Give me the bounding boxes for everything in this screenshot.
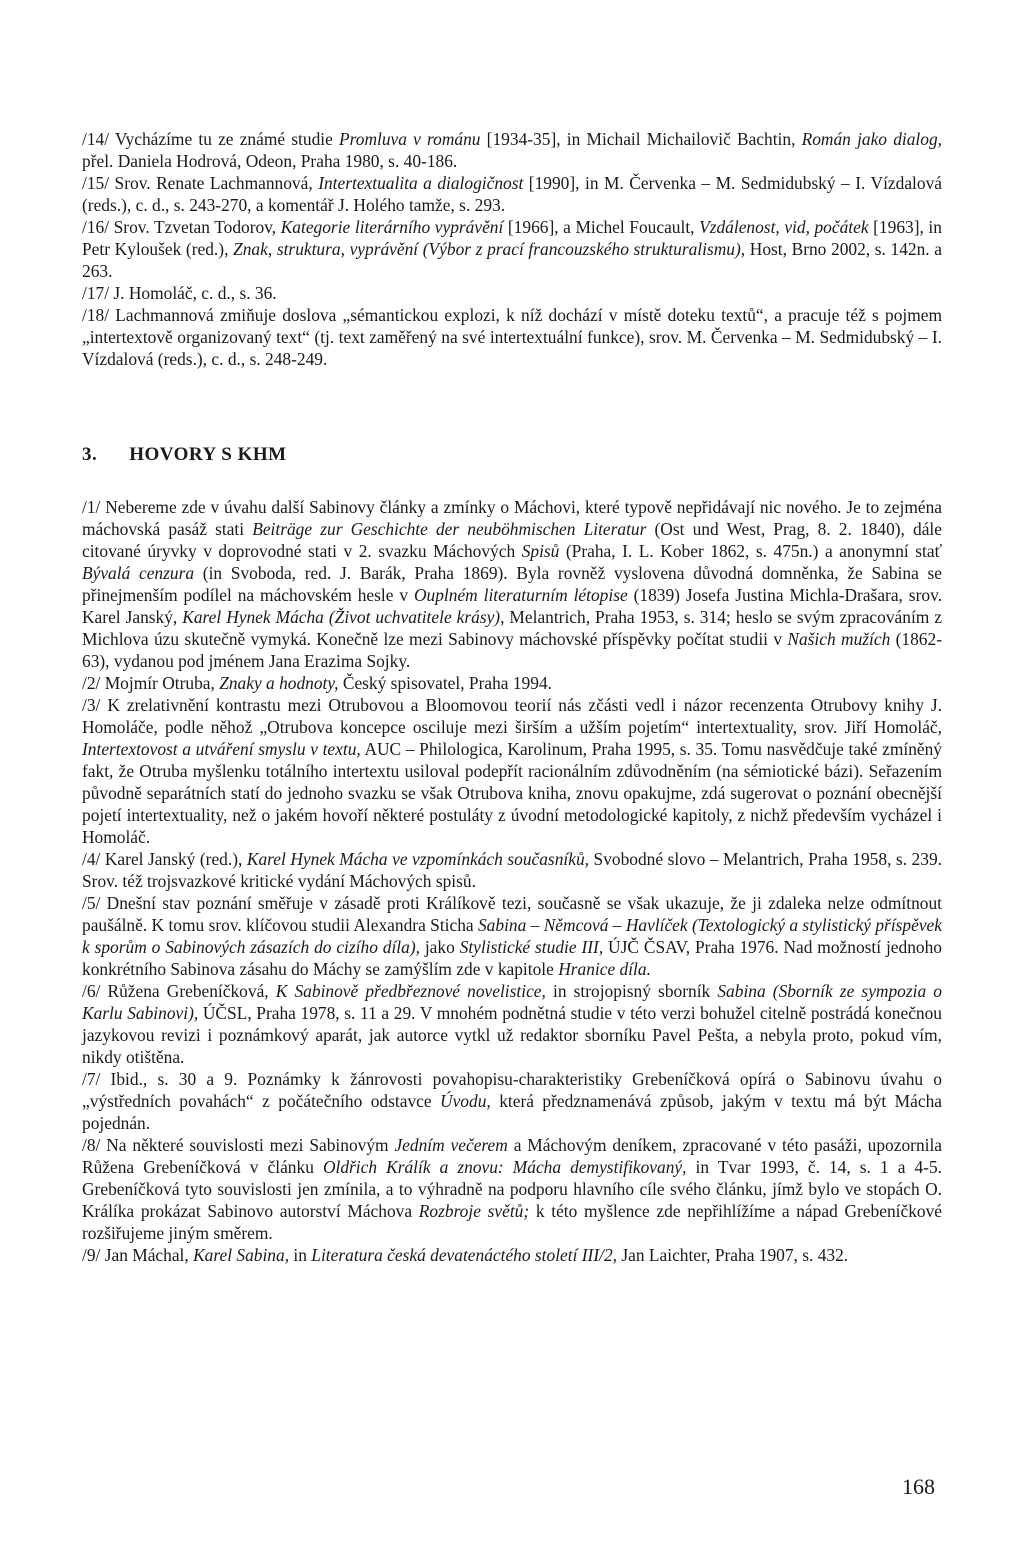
footnote-text: /3/ K zrelativnění kontrastu mezi Otrubovou a Bloomovou teorií nás zčásti vedl i názor recenzenta Otrubovy knihy J. Homoláče, podle něhož „Otrubova koncepce osciluje mezi širším a užším pojetím“ intertextuality, srov. Jiří Homoláč, [82, 695, 942, 737]
footnote-text: /2/ Mojmír Otruba, [82, 673, 220, 693]
footnote-text: Svobodné slovo – Melantrich, Praha 1958, s. 239. Srov. též trojsvazkové kritické vydání Máchových spisů. [82, 849, 942, 891]
footnote-italic-text: Sabina – Němcová – Havlíček (Textologický a stylistický příspěvek k sporům o Sabinových zásazích do cizího díla), [82, 915, 942, 957]
footnotes-section-3 [82, 496, 942, 1266]
footnote-text: in strojopisný sborník [545, 981, 718, 1001]
footnote-text: (Ost und West, Prag, 8. 2. 1840), dále citované úryvky v doprovodné stati v 2. svazku Máchových [82, 519, 942, 561]
footnote-italic-text: Oldřich Králík a znovu: Mácha demystifikovaný, [322, 1157, 687, 1177]
footnote-text: /9/ Jan Máchal, [82, 1245, 194, 1265]
footnote [82, 1134, 942, 1244]
footnote-italic-text: Stylistické studie III, [459, 937, 604, 957]
footnote [82, 892, 942, 980]
footnote-text: ÚČSL, Praha 1978, s. 11 a 29. V mnohém podnětná studie v této verzi bohužel citelně postrádá konečnou jazykovou revizi i poznámkový aparát, jak autorce vytkl už redaktor sborníku Pavel Pešta, a nebyla proto, pokud vím, nikdy otištěna. [82, 1003, 942, 1067]
footnote-text: /7/ Ibid., s. 30 a 9. Poznámky k žánrovosti povahopisu-charakteristiky Grebeníčková opírá o Sabinovu úvahu o „výstředních povahách“ z počátečního odstavce [82, 1069, 942, 1111]
footnote-text: /15/ Srov. Renate Lachmannová, [82, 173, 319, 193]
footnote-text: (1862-63), vydanou pod jménem Jana Erazima Sojky. [82, 629, 942, 671]
footnote-text: /16/ Srov. Tzvetan Todorov, [82, 217, 281, 237]
footnote [82, 694, 942, 848]
footnote-italic-text: Karel Hynek Mácha (Život uchvatitele krásy), [182, 607, 505, 627]
footnote-italic-text: Sabina (Sborník ze sympozia o Karlu Sabinovi), [82, 981, 942, 1023]
page-number: 168 [902, 1474, 935, 1499]
footnote-italic-text: Román jako dialog, [801, 129, 942, 149]
footnote-text: ÚJČ ČSAV, Praha 1976. Nad možností jednoho konkrétního Sabinova zásahu do Máchy se zamýšlím zde v kapitole [82, 937, 942, 979]
footnote [82, 172, 942, 216]
footnote-text: a Máchovým deníkem, zpracované v této pasáži, upozornila Růžena Grebeníčková v článku [82, 1135, 943, 1177]
footnote-italic-text: Bývalá cenzura [82, 563, 195, 583]
footnote-italic-text: K Sabinově předbřeznové novelistice, [275, 981, 546, 1001]
footnote-text: AUC – Philologica, Karolinum, Praha 1995, s. 35. Tomu nasvědčuje také zmíněný fakt, že Otruba myšlenku totálního intertextu usiloval podepřít racionálním zdůvodněním (na sémiotické bázi). Seřazením původně separátních statí do jednoho svazku se však Otrubova kniha, znovu opakujme, zdá sugerovat o poznání obecnější pojetí intertextuality, než o jakém hovoří některé postuláty z úvodní metodologické kapitoly, z nichž především vycházel i Homoláč. [82, 739, 942, 847]
footnote-italic-text: Znak, struktura, vyprávění (Výbor z prací francouzského strukturalismu), [233, 239, 746, 259]
footnote-text: Český spisovatel, Praha 1994. [338, 673, 552, 693]
footnote-text: [1934-35], in Michail Michailovič Bachtin, [480, 129, 802, 149]
footnote-text: in [289, 1245, 312, 1265]
footnote-text: Jan Laichter, Praha 1907, s. 432. [617, 1245, 849, 1265]
footnote-text: k této myšlence zde nepřihlížíme a nápad Grebeníčkové rozšiřujeme jiným směrem. [82, 1201, 942, 1243]
footnote-text: která předznamenává způsob, jakým v textu má být Mácha pojednán. [82, 1091, 942, 1133]
footnote-italic-text: Úvodu, [440, 1091, 491, 1111]
footnote-italic-text: Intertextovost a utváření smyslu v textu, [82, 739, 361, 759]
footnote-italic-text: Jedním večerem [394, 1135, 508, 1155]
footnote-italic-text: Našich mužích [787, 629, 891, 649]
footnote [82, 282, 942, 304]
footnote-italic-text: Literatura česká devatenáctého století III/2, [311, 1245, 618, 1265]
footnote-text: in Tvar 1993, č. 14, s. 1 a 4-5. Grebeníčková tyto souvislosti jen zmínila, a to výhradně na podporu hlavního cíle svého článku, jímž bylo ve stopách O. Králíka prokázat Sabinovo autorství Máchova [82, 1157, 943, 1221]
footnote-text: /5/ Dnešní stav poznání směřuje v zásadě proti Králíkově tezi, současně se však ukazuje, že ji zdaleka nelze odmítnout paušálně. K tomu srov. klíčovou studii Alexandra Sticha [82, 893, 942, 935]
footnote [82, 848, 942, 892]
footnote [82, 304, 942, 370]
footnote [82, 672, 942, 694]
footnote [82, 216, 942, 282]
footnote-text: (Praha, I. L. Kober 1862, s. 475n.) a anonymní stať [559, 541, 943, 561]
chapter-heading [82, 444, 287, 466]
footnote-italic-text: Rozbroje světů; [418, 1201, 530, 1221]
footnote-italic-text: Vzdálenost, vid, počátek [699, 217, 869, 237]
chapter-number: 3. [82, 444, 98, 465]
footnote-text: /17/ J. Homoláč, c. d., s. 36. [82, 283, 277, 303]
footnote [82, 128, 942, 172]
footnote-italic-text: Beiträge zur Geschichte der neuböhmischen Literatur [252, 519, 647, 539]
footnote-text: /4/ Karel Janský (red.), [82, 849, 247, 869]
footnote-italic-text: Ouplném literaturním létopise [413, 585, 628, 605]
footnote-text: [1990], in M. Červenka – M. Sedmidubský – I. Vízdalová (reds.), c. d., s. 243-270, a komentář J. Holého tamže, s. 293. [82, 173, 942, 215]
footnote-italic-text: Spisů [521, 541, 560, 561]
footnote-text: Melantrich, Praha 1953, s. 314; heslo se svým zpracováním z Michlova úzu skutečně vymyká. Konečně lze mezi Sabinovy máchovské příspěvky počítat studii v [82, 607, 942, 649]
footnote-italic-text: Intertextualita a dialogičnost [318, 173, 524, 193]
footnote [82, 980, 942, 1068]
footnote [82, 1244, 942, 1266]
footnote-italic-text: Kategorie literárního vyprávění [280, 217, 504, 237]
footnote-text: /8/ Na některé souvislosti mezi Sabinovým [82, 1135, 395, 1155]
footnote-text: (in Svoboda, red. J. Barák, Praha 1869). Byla rovněž vyslovena důvodná domněnka, že Sabina se přinejmenším podílel na máchovském hesle v [82, 563, 942, 605]
footnote-text: /18/ Lachmannová zmiňuje doslova „sémantickou explozi, k níž dochází v místě doteku textů“, a pracuje též s pojmem „intertextově organizovaný text“ (tj. text zaměřený na své intertextuální funkce), srov. M. Červenka – M. Sedmidubský – I. Vízdalová (reds.), c. d., s. 248-249. [82, 305, 942, 369]
footnote-text: [1963], in Petr Kyloušek (red.), [82, 217, 942, 259]
footnote-text: /1/ Nebereme zde v úvahu další Sabinovy články a zmínky o Máchovi, které typově nepřidávají nic nového. Je to zejména máchovská pasáž stati [82, 497, 942, 539]
footnote-text: [1966], a Michel Foucault, [503, 217, 700, 237]
footnote-italic-text: Karel Sabina, [193, 1245, 290, 1265]
footnote [82, 496, 942, 672]
footnote-italic-text: Znaky a hodnoty, [219, 673, 339, 693]
footnote-italic-text: Promluva v románu [339, 129, 481, 149]
chapter-title: HOVORY S KHM [129, 444, 287, 465]
footnote-text: přel. Daniela Hodrová, Odeon, Praha 1980, s. 40-186. [82, 151, 458, 171]
footnote-text: /6/ Růžena Grebeníčková, [82, 981, 276, 1001]
footnote-text: Host, Brno 2002, s. 142n. a 263. [82, 239, 942, 281]
footnote-italic-text: Hranice díla. [558, 959, 651, 979]
footnote-text: /14/ Vycházíme tu ze známé studie [82, 129, 339, 149]
footnote-text: (1839) Josefa Justina Michla-Drašara, srov. Karel Janský, [82, 585, 942, 627]
footnotes-section-2 [82, 128, 942, 370]
footnote-italic-text: Karel Hynek Mácha ve vzpomínkách současníků, [246, 849, 589, 869]
footnote-text: jako [419, 937, 460, 957]
footnote [82, 1068, 942, 1134]
